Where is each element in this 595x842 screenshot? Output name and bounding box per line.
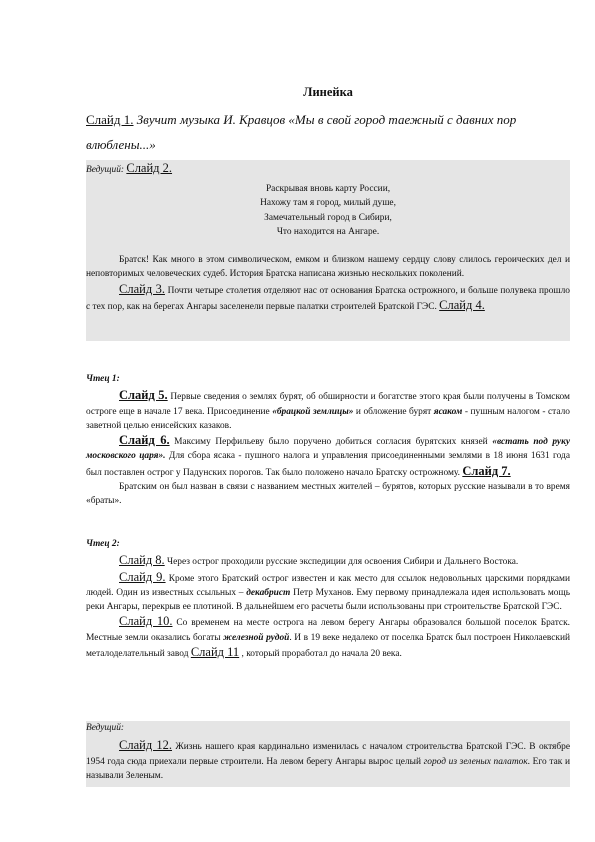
text: железной рудой: [223, 632, 290, 643]
text: . И в 19 веке недалеко от поселка Братск был построен Николаевский металоделательный завод: [86, 632, 570, 660]
text: город из зеленых палаток: [423, 756, 528, 767]
slide-5-link: Слайд 5.: [119, 388, 168, 403]
poem: [86, 182, 570, 239]
slide-7-link: Слайд 7.: [462, 463, 511, 478]
slide-10-link: Слайд 10.: [119, 614, 173, 629]
text: , который проработал до начала 20 века.: [239, 649, 402, 660]
reader2-block: [86, 537, 570, 661]
paragraph: Братск! Как много в этом символическом, емком и близком нашему сердцу слову слилось героических дел и неповторимых человеческих судеб. История Братска написана жизнью нескольких поколений.: [86, 255, 570, 280]
text: ясаком: [433, 406, 463, 417]
text: декабрист: [246, 587, 291, 598]
poem-line: Раскрывая вновь карту России,: [265, 184, 391, 194]
reader-label: Чтец 1:: [86, 374, 120, 384]
slide-3-link: Слайд 3.: [119, 281, 165, 296]
text: Со временем на месте острога на левом берегу Ангары образовался большой поселок Братск. Местные земли оказались богаты: [86, 618, 570, 643]
slide1-text: Звучит музыка И. Кравцов «Мы в свой город таежный с давних пор влюблены...»: [86, 112, 517, 152]
slide1-heading: [86, 107, 570, 157]
poem-line: Нахожу там я город, милый душе,: [260, 198, 396, 209]
text: . Его так и называли Зеленым.: [86, 756, 570, 781]
text: Для сбора ясака - пушного налога и управления присоединенными землями в 18 июня 1631 года был поставлен острог у Падунских порогов. Так было положено начало Братску острожному.: [86, 451, 570, 478]
text: Жизнь нашего края кардинально изменилась с началом строительства Братской ГЭС. В октябре 1954 года сюда приехали первые строители. На левом берегу Ангары вырос целый: [86, 742, 570, 767]
text: «встать под руку московского царя».: [86, 437, 570, 462]
host-label: Ведущий:: [86, 723, 125, 733]
slide-12-link: Слайд 12.: [119, 738, 172, 753]
slide-8-link: Слайд 8.: [119, 553, 165, 568]
slide-1-link: Слайд 1.: [86, 112, 134, 127]
text: Максиму Перфильеву было поручено добиться согласия бурятских князей: [169, 437, 493, 448]
reader-label: Чтец 2:: [86, 539, 120, 549]
page-title: Линейка: [303, 85, 353, 99]
text: Кроме этого Братский острог известен и как место для ссылок недовольных царскими порядками людей. Один из известных ссыльных –: [86, 573, 570, 598]
text: и обложение бурят: [353, 406, 434, 417]
text: «брацкой землицы»: [272, 406, 354, 417]
text: - пушным налогом - стало заветной целью енисейских казаков.: [86, 406, 570, 431]
text: Первые сведения о землях бурят, об обширности и богатстве этого края были получены в Томском остроге еще в начале 17 века. Присоединение: [86, 392, 570, 417]
slide-11-link: Слайд 11: [190, 645, 240, 660]
paragraph: Братским он был назван в связи с названием местных жителей – бурятов, которых русские называли в то время «браты».: [86, 482, 570, 507]
host-block-1: [86, 160, 570, 341]
reader1-block: [86, 372, 570, 509]
slide-6-link: Слайд 6.: [119, 433, 170, 448]
slide-4-link: Слайд 4.: [439, 298, 485, 313]
poem-line: Замечательный город в Сибири,: [264, 212, 392, 223]
slide-9-link: Слайд 9.: [119, 569, 166, 584]
host-label: Ведущий:: [86, 165, 125, 175]
host-block-2: [86, 721, 570, 787]
text: Петр Муханов. Ему первому принадлежала идея использовать мощь реки Ангары, перекрыв ее плотиной. В дальнейшем его расчеты были использованы при строительстве Братской ГЭС.: [86, 587, 570, 613]
poem-line: Что находится на Ангаре.: [276, 226, 380, 237]
slide-2-link: Слайд 2.: [126, 161, 173, 175]
paragraph: Почти четыре столетия отделяют нас от основания Братска острожного, и больше полувека прошло с тех пор, как на берегах Ангары заселенели первые палатки строителей Братской ГЭС.: [86, 285, 570, 313]
text: Через острог проходили русские экспедиции для освоения Сибири и Дальнего Востока.: [164, 557, 519, 568]
